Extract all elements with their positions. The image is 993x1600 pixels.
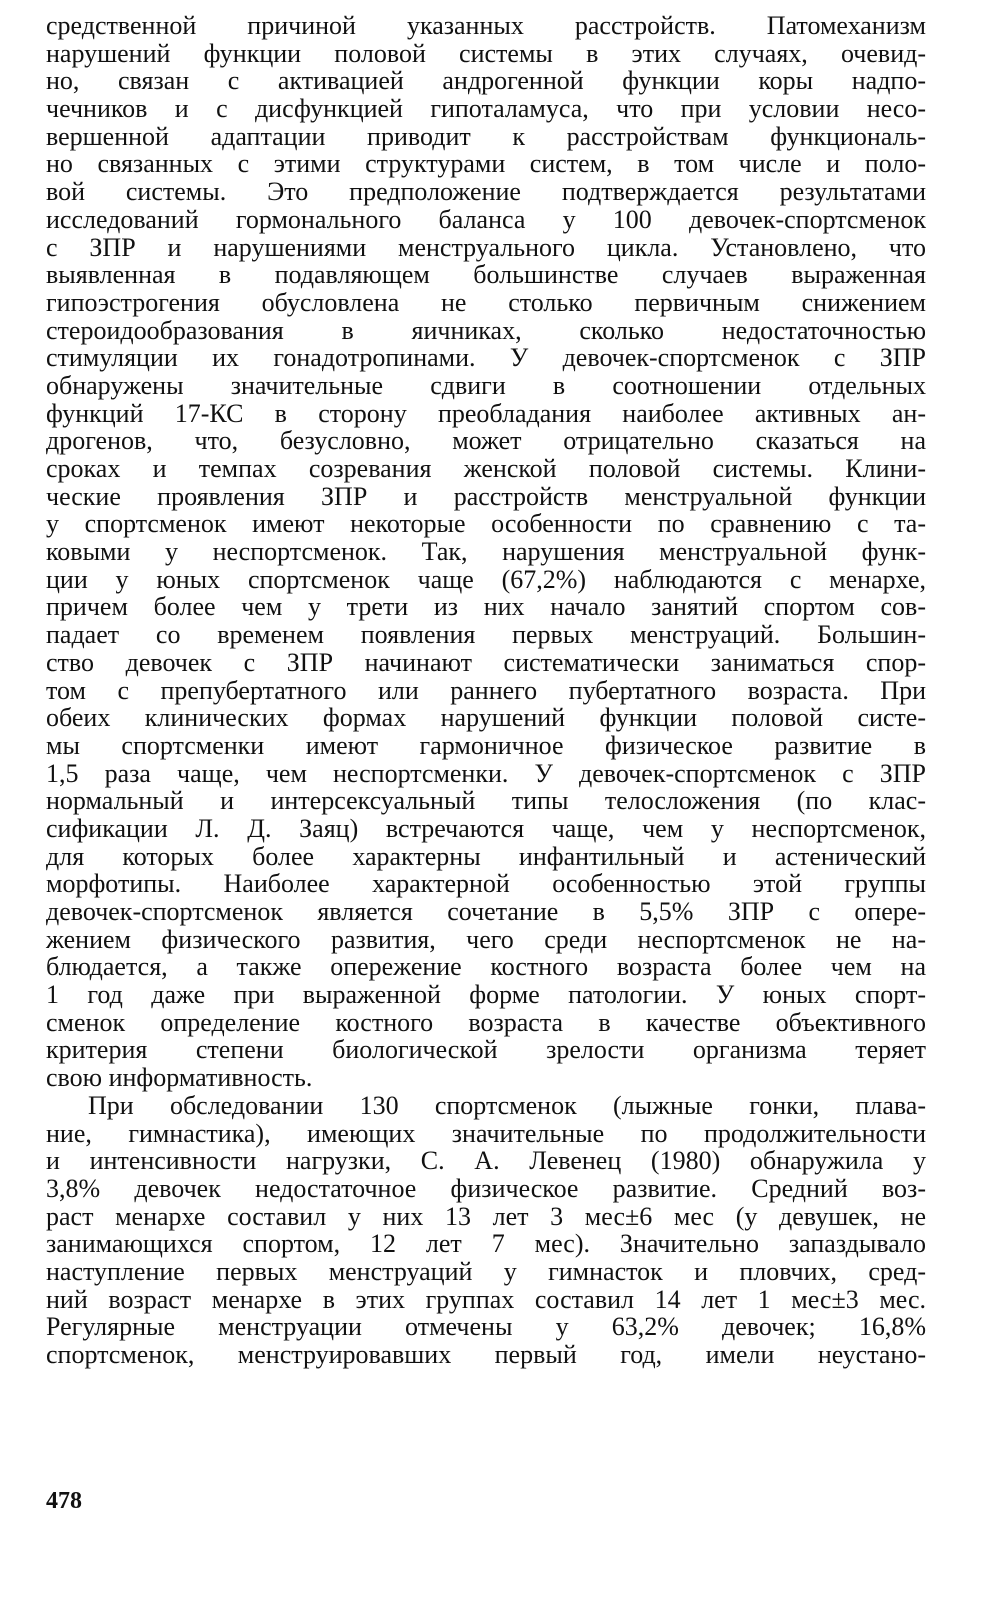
text-line: и интенсивности нагрузки, С. А. Левенец (1980) обнаружила у [46,1146,926,1176]
text-line: причем более чем у трети из них начало занятий спортом сов- [46,592,926,622]
text-line: с ЗПР и нарушениями менструального цикла. Установлено, что [46,232,926,262]
text-line: спортсменок, менструировавших первый год, имели неустано- [46,1340,926,1369]
text-line: у спортсменок имеют некоторые особенности по сравнению с та- [46,509,926,539]
text-line: функций 17-КС в сторону преобладания наиболее активных ан- [46,398,926,428]
text-line: 3,8% девочек недостаточное физическое развитие. Средний воз- [46,1173,926,1203]
text-line: сроках и темпах созревания женской половой системы. Клини- [46,454,926,483]
text-line: 1 год даже при выраженной форме патологии. У юных спорт- [46,980,926,1010]
text-line: сменок определение костного возраста в качестве объективного [46,1007,926,1037]
paragraph [46,1092,926,1369]
text-line: обнаружены значительные сдвиги в соотношении отдельных [46,370,926,400]
page-number: 478 [46,1488,82,1514]
text-line: мы спортсменки имеют гармоничное физическое развитие в [46,730,926,760]
text-line: выявленная в подавляющем большинстве случаев выраженная [46,260,926,290]
text-line: ковыми у неспортсменок. Так, нарушения менструальной функ- [46,537,926,567]
text-line: для которых более характерны инфантильный и астенический [46,841,926,871]
text-line: ство девочек с ЗПР начинают систематически заниматься спор- [46,647,926,677]
text-line: Регулярные менструации отмечены у 63,2% девочек; 16,8% [46,1312,926,1342]
text-line: блюдается, а также опережение костного возраста более чем на [46,952,926,982]
text-line: но связанных с этими структурами систем, в том числе и поло- [46,149,926,179]
text-line: нарушений функции половой системы в этих случаях, очевид- [46,38,926,68]
text-line: дрогенов, что, безусловно, может отрицательно сказаться на [46,426,926,456]
text-line: стероидообразования в яичниках, сколько недостаточностью [46,315,926,345]
text-line: девочек-спортсменок является сочетание в 5,5% ЗПР с опере- [46,897,926,926]
text-line: морфотипы. Наиболее характерной особенностью этой группы [46,869,926,899]
text-line: чечников и с дисфункцией гипоталамуса, что при условии несо- [46,94,926,124]
text-line: раст менархе составил у них 13 лет 3 мес±6 мес (у девушек, не [46,1201,926,1231]
text-line: ний возраст менархе в этих группах составил 14 лет 1 мес±3 мес. [46,1284,926,1314]
text-line: вой системы. Это предположение подтверждается результатами [46,177,926,207]
text-line: том с препубертатного или раннего пубертатного возраста. При [46,675,926,705]
text-line: гипоэстрогения обусловлена не столько первичным снижением [46,287,926,317]
text-line: вершенной адаптации приводит к расстройствам функциональ- [46,121,926,151]
text-line: При обследовании 130 спортсменок (лыжные гонки, плава- [88,1090,926,1120]
page-text [46,12,926,1369]
text-line: 1,5 раза чаще, чем неспортсменки. У девочек-спортсменок с ЗПР [46,758,926,788]
text-line: стимуляции их гонадотропинами. У девочек-спортсменок с ЗПР [46,343,926,373]
text-line: свою информативность. [46,1063,313,1093]
text-line: нормальный и интерсексуальный типы телосложения (по клас- [46,786,926,816]
text-line: ческие проявления ЗПР и расстройств менструальной функции [46,481,926,511]
text-line: но, связан с активацией андрогенной функции коры надпо- [46,66,926,96]
paragraph [46,12,926,1092]
text-line: наступление первых менструаций у гимнасток и пловчих, сред- [46,1256,926,1286]
text-line: обеих клинических формах нарушений функции половой систе- [46,703,926,733]
text-line: ции у юных спортсменок чаще (67,2%) наблюдаются с менархе, [46,564,926,594]
text-line: ние, гимнастика), имеющих значительные по продолжительности [46,1118,926,1148]
text-line: занимающихся спортом, 12 лет 7 мес). Значительно запаздывало [46,1229,926,1259]
text-line: сификации Л. Д. Заяц) встречаются чаще, чем у неспортсменок, [46,813,926,843]
text-line: падает со временем появления первых менструаций. Большин- [46,620,926,650]
text-line: исследований гормонального баланса у 100 девочек-спортсменок [46,204,926,234]
text-line: средственной причиной указанных расстройств. Патомеханизм [46,11,926,40]
text-line: жением физического развития, чего среди неспортсменок не на- [46,924,926,954]
text-line: критерия степени биологической зрелости организма теряет [46,1035,926,1065]
